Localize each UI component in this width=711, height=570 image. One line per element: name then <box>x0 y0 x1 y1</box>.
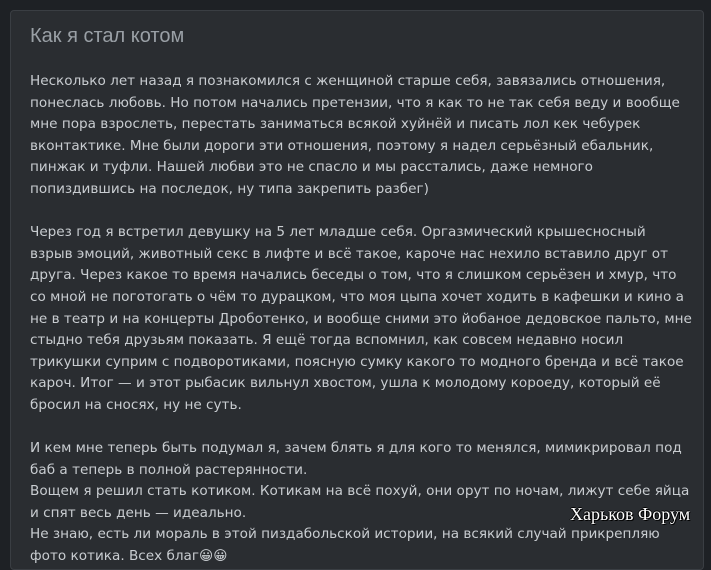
forum-watermark: Харьков Форум <box>570 504 691 524</box>
post-title: Как я стал котом <box>30 25 185 47</box>
post-paragraph: Несколько лет назад я познакомился с женщиной старше себя, завязались отношения, понеслась любовь. Но потом начались претензии, что я как то не так себя веду и вообще мне пора взрослеть, перестать заниматься всякой хуйнёй и писать лол кек чебурек вконтактике. Мне были дороги эти отношения, поэтому я надел серьёзный ебальник, пинжак и туфли. Нашей любви это не спасло и мы расстались, даже немного попиздившись на последок, ну типа закрепить разбег) <box>30 73 680 197</box>
post-paragraph: И кем мне теперь быть подумал я, зачем блять я для кого то менялся, мимикрировал под баб а теперь в полной растерянности. <box>30 440 682 478</box>
post-paragraph: Вощем я решил стать котиком. Котикам на всё похуй, они орут по ночам, лижут себе яйца и спят весь день — идеально. <box>30 483 690 521</box>
post-body <box>30 71 692 568</box>
post-card <box>10 10 704 570</box>
post-paragraph: Не знаю, есть ли мораль в этой пиздабольской истории, на всякий случай прикрепляю фото котика. Всех благ😀😀 <box>30 526 660 565</box>
post-paragraph: Через год я встретил девушку на 5 лет младше себя. Оргазмический крышесносный взрыв эмоций, животный секс в лифте и всё такое, кароче нас нехило вставило друг от друга. Через какое то время начались беседы о том, что я слишком серьёзен и хмур, что со мной не поготогать о чём то дурацком, что моя цыпа хочет ходить в кафешки и кино а не в театр и на концерты Дроботенко, и вообще сними это йобаное дедовское пальто, мне стыдно тебя друзьям показать. Я ещё тогда вспомнил, как совсем недавно носил трикушки суприм с подворотиками, поясную сумку какого то модного бренда и всё такое кароч. Итог — и этот рыбасик вильнул хвостом, ушла к молодому короеду, который её бросил на сносях, ну не суть. <box>30 224 692 413</box>
